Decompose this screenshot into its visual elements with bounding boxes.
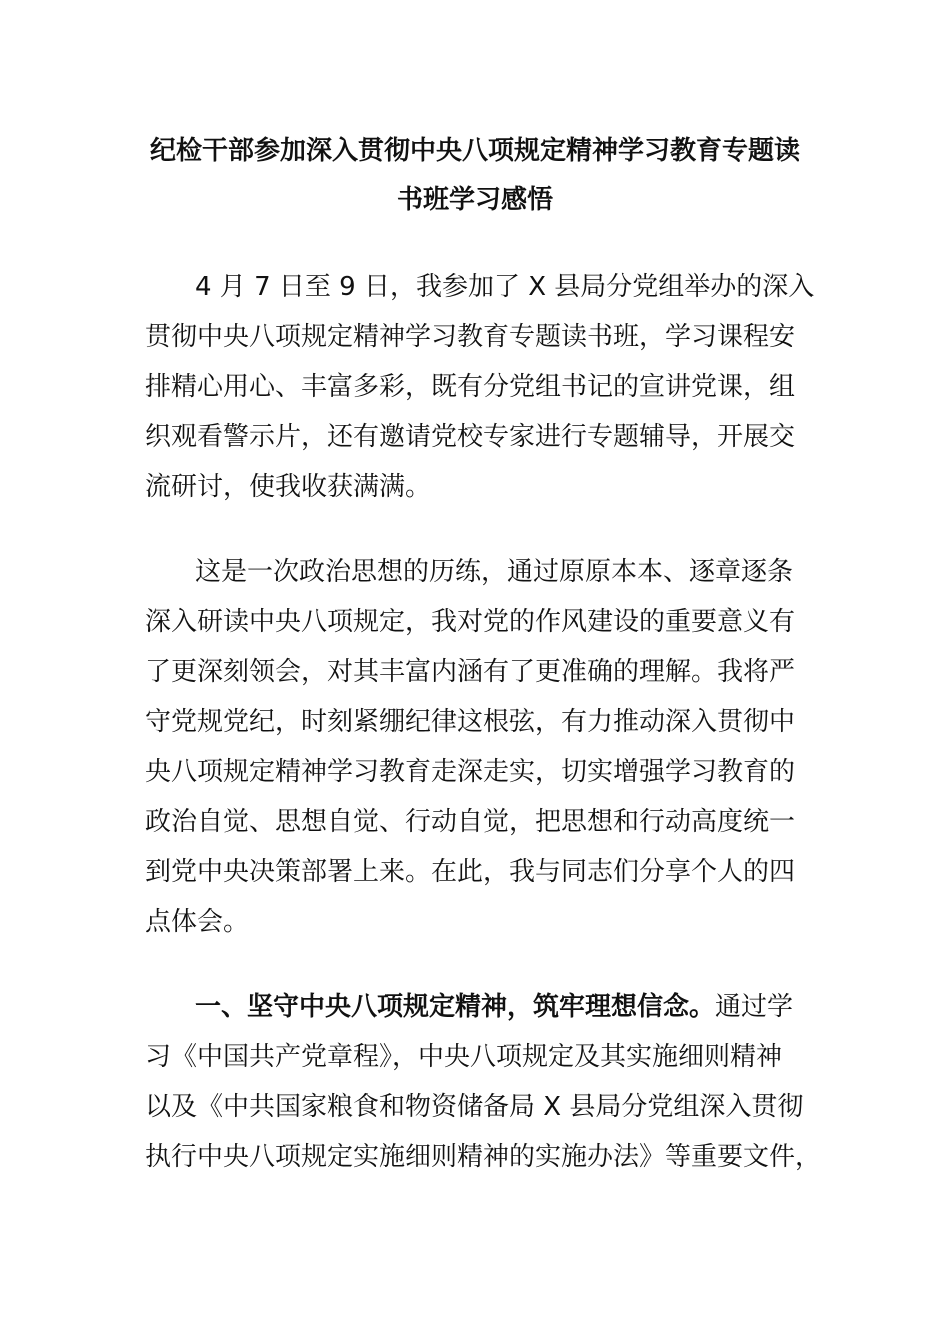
document-title-line-2: 书班学习感悟 [396,185,553,215]
document-title-line-1: 纪检干部参加深入贯彻中央八项规定精神学习教育专题读 [149,136,800,166]
paragraph-1-line-5: 流研讨，使我收获满满。 [145,472,432,502]
paragraph-2-line-1: 这是一次政治思想的历练，通过原原本本、逐章逐条 [195,557,794,587]
paragraph-2-line-2: 深入研读中央八项规定，我对党的作风建设的重要意义有 [145,607,796,637]
paragraph-3-line-1-rest: 通过学 [715,992,794,1022]
paragraph-1-line-4: 织观看警示片，还有邀请党校专家进行专题辅导，开展交 [145,422,796,452]
paragraph-1-line-1: 4 月 7 日至 9 日，我参加了 X 县局分党组举办的深入 [195,272,815,302]
paragraph-2-line-8: 点体会。 [145,907,250,937]
paragraph-1-line-3: 排精心用心、丰富多彩，既有分党组书记的宣讲党课，组 [145,372,796,402]
paragraph-3-line-4: 执行中央八项规定实施细则精神的实施办法》等重要文件， [145,1142,822,1172]
paragraph-2-line-3: 了更深刻领会，对其丰富内涵有了更准确的理解。我将严 [145,657,796,687]
paragraph-2-line-5: 央八项规定精神学习教育走深走实，切实增强学习教育的 [145,757,796,787]
paragraph-3-line-2: 习《中国共产党章程》，中央八项规定及其实施细则精神 [145,1042,783,1072]
section-heading: 一、坚守中央八项规定精神，筑牢理想信念。 [195,992,716,1022]
paragraph-2-line-6: 政治自觉、思想自觉、行动自觉，把思想和行动高度统一 [145,807,796,837]
paragraph-1-line-2: 贯彻中央八项规定精神学习教育专题读书班，学习课程安 [145,322,796,352]
paragraph-2-line-4: 守党规党纪，时刻紧绷纪律这根弦，有力推动深入贯彻中 [145,707,796,737]
paragraph-2-line-7: 到党中央决策部署上来。在此，我与同志们分享个人的四 [145,857,796,887]
paragraph-3-line-3: 以及《中共国家粮食和物资储备局 X 县局分党组深入贯彻 [145,1092,804,1122]
paragraph-3-line-1 [195,990,793,1024]
